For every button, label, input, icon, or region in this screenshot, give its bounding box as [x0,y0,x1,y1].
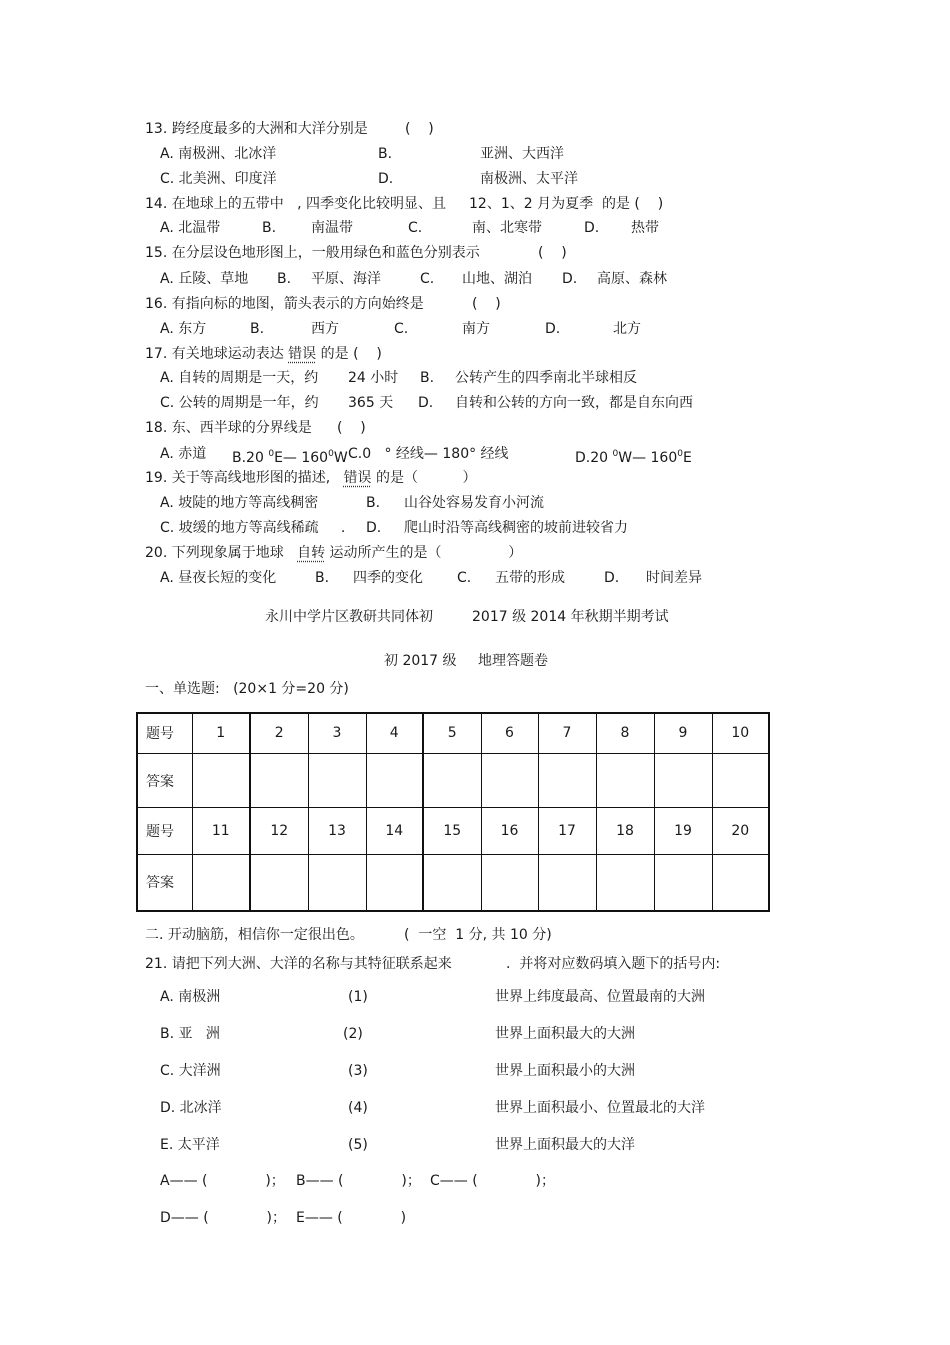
q21-item-description: 世界上面积最大的大洲 [495,1026,635,1042]
q17-stem-pre: 17. 有关地球运动表达 [145,346,284,362]
q20-option-b-label: B. [315,570,330,586]
q20-keyword-rotation: 自转 [297,545,326,561]
question-number: 4 [366,713,423,753]
answer-cell[interactable] [654,854,712,911]
answer-cell[interactable] [481,854,538,911]
q21-blank-b[interactable]: B—— ( )； [296,1173,421,1189]
answer-cell[interactable] [366,854,423,911]
q21-item-description: 世界上纬度最高、位置最南的大洲 [495,989,705,1005]
answer-cell[interactable] [423,753,481,808]
q13-option-d-label: D. [378,171,394,187]
question-number: 10 [712,713,769,753]
q21-blank-a[interactable]: A—— ( )； [160,1173,285,1189]
q20-option-c: 五带的形成 [495,570,565,586]
answer-cell[interactable] [250,854,308,911]
q20-option-b: 四季的变化 [353,570,423,586]
q21-item-name: D. 北冰洋 [160,1100,222,1116]
q21-item-name: B. 亚 洲 [160,1026,220,1042]
q17-option-a-number: 24 小时 [348,370,399,386]
q21-item-number: (1) [348,989,368,1005]
q15-option-b-label: B. [277,271,292,287]
question-number: 3 [308,713,366,753]
q13-option-c: C. 北美洲、印度洋 [160,171,277,187]
q21-item-description: 世界上面积最大的大洋 [495,1137,635,1153]
question-number: 8 [596,713,654,753]
exam-grade: 初 2017 级 [384,653,457,669]
answer-cell[interactable] [250,753,308,808]
answer-cell[interactable] [654,753,712,808]
q21-item-name: A. 南极洲 [160,989,221,1005]
q18-option-d: D.20 $^0$W— $160^0E$ [575,449,692,466]
q17-stem-post: 的是 ( ) [320,346,382,362]
answer-cell[interactable] [192,854,250,911]
q13-paren: ( ) [405,121,434,137]
q20-option-c-label: C. [457,570,472,586]
q15-option-a: A. 丘陵、草地 [160,271,249,287]
section2-title: 二. 开动脑筋，相信你一定很出色。 [145,927,364,943]
q16-option-d-label: D. [545,321,561,337]
q17-option-b: 公转产生的四季南北半球相反 [455,370,637,386]
question-number: 1 [192,713,250,753]
q17-option-d-label: D. [418,395,434,411]
question-number: 7 [538,713,596,753]
table-row-question-numbers [137,713,769,753]
q15-option-c-label: C. [420,271,435,287]
q21-stem-instruction: . 并将对应数码填入题下的括号内: [506,956,721,972]
question-number: 9 [654,713,712,753]
q14-option-a: A. 北温带 [160,220,221,236]
question-number: 15 [423,808,481,854]
q14-option-b-label: B. [262,220,277,236]
q13-option-b-label: B. [378,146,393,162]
q15-stem: 15. 在分层设色地形图上，一般用绿色和蓝色分别表示 [145,245,480,261]
q16-option-a: A. 东方 [160,321,207,337]
q18-paren: ( ) [337,420,366,436]
q21-item-name: C. 大洋洲 [160,1063,221,1079]
q13-option-d: 南极洲、太平洋 [480,171,578,187]
degree-mark: 0 [268,449,275,459]
question-number: 14 [366,808,423,854]
q21-stem: 21. 请把下列大洲、大洋的名称与其特征联系起来 [145,956,452,972]
q16-option-b: 西方 [311,321,339,337]
q18-option-c: C.0 ° 经线— 180° 经线 [348,446,509,462]
q14-option-c: 南、北寒带 [472,220,542,236]
question-number: 17 [538,808,596,854]
label-question-no: 题号 [137,808,192,854]
table-row-answers [137,753,769,808]
question-number: 6 [481,713,538,753]
table-row-answers [137,854,769,911]
q19-option-d-label: D. [366,520,382,536]
answer-cell[interactable] [481,753,538,808]
q14-option-c-label: C. [408,220,423,236]
label-answer: 答案 [137,854,192,911]
q19-option-d: 爬山时沿等高线稠密的坡前进较省力 [404,520,628,536]
q14-option-d: 热带 [631,220,659,236]
q17-keyword-error: 错误 [288,346,317,362]
question-number: 20 [712,808,769,854]
question-number: 2 [250,713,308,753]
q18-option-b: B.20 $^0$E— $160^0W$ [232,449,348,466]
q19-stem [145,470,477,486]
q21-item-name: E. 太平洋 [160,1137,220,1153]
q21-blank-e[interactable]: E—— ( ) [296,1210,407,1226]
q16-option-c-label: C. [394,321,409,337]
exam-header-org: 永川中学片区教研共同体初 [265,609,433,625]
answer-sheet-table [136,712,770,912]
q17-option-d: 自转和公转的方向一致，都是自东向西 [455,395,693,411]
label-question-no: 题号 [137,713,192,753]
q19-option-b-label: B. [366,495,381,511]
exam-subject: 地理答题卷 [478,653,548,669]
q16-paren: ( ) [472,296,501,312]
q17-option-c: C. 公转的周期是一年，约 [160,395,319,411]
q14-months: 12、1、2 月为夏季 的是 ( ) [469,196,664,212]
degree-mark: 0 [328,449,334,459]
q21-item-number: (5) [348,1137,368,1153]
q13-stem: 13. 跨经度最多的大洲和大洋分别是 [145,121,368,137]
q17-stem [145,346,382,362]
answer-cell[interactable] [308,854,366,911]
question-number: 16 [481,808,538,854]
q15-option-d: 高原、森林 [597,271,667,287]
answer-cell[interactable] [712,753,769,808]
q19-stem-post: 的是（ ） [375,470,477,486]
question-number: 11 [192,808,250,854]
answer-cell[interactable] [423,854,481,911]
q16-option-c: 南方 [462,321,490,337]
exam-header-term: 2017 级 2014 年秋期半期考试 [472,609,669,625]
section2-score: ( 一空 1 分, 共 10 分) [404,927,552,943]
answer-cell[interactable] [712,854,769,911]
q21-item-description: 世界上面积最小的大洲 [495,1063,635,1079]
table-row-question-numbers [137,808,769,854]
q21-item-number: (4) [348,1100,368,1116]
q17-option-c-number: 365 天 [348,395,394,411]
q19-keyword-error: 错误 [343,470,372,486]
q18-option-a: A. 赤道 [160,446,207,462]
q20-option-d: 时间差异 [646,570,702,586]
q20-stem-post: 运动所产生的是（ ） [329,545,523,561]
degree-mark: 0 [612,449,619,459]
q21-item-number: (2) [343,1026,363,1042]
q18-stem: 18. 东、西半球的分界线是 [145,420,312,436]
question-number: 5 [423,713,481,753]
q14-option-d-label: D. [584,220,600,236]
q21-item-number: (3) [348,1063,368,1079]
q21-item-description: 世界上面积最小、位置最北的大洋 [495,1100,705,1116]
q19-option-b: 山谷处容易发育小河流 [404,495,544,511]
q13-option-b: 亚洲、大西洋 [480,146,564,162]
answer-cell[interactable] [538,854,596,911]
q21-blank-c[interactable]: C—— ( )； [430,1173,556,1189]
section1-title: 一、单选题: (20×1 分=20 分) [145,681,349,697]
q13-option-a: A. 南极洲、北冰洋 [160,146,277,162]
answer-cell[interactable] [596,753,654,808]
q21-blank-d[interactable]: D—— ( )； [160,1210,287,1226]
question-number: 19 [654,808,712,854]
q19-option-c: C. 坡缓的地方等高线稀疏 . [160,520,346,536]
q16-stem: 16. 有指向标的地图，箭头表示的方向始终是 [145,296,424,312]
answer-cell[interactable] [366,753,423,808]
q15-option-d-label: D. [562,271,578,287]
q20-option-d-label: D. [604,570,620,586]
question-number: 18 [596,808,654,854]
q16-option-b-label: B. [250,321,265,337]
answer-cell[interactable] [538,753,596,808]
q20-stem [145,545,522,561]
q15-option-c: 山地、湖泊 [462,271,532,287]
q15-paren: ( ) [538,245,567,261]
q14-stem: 14. 在地球上的五带中 , 四季变化比较明显、且 [145,196,446,212]
degree-mark: 0 [677,449,683,459]
q15-option-b: 平原、海洋 [311,271,381,287]
question-number: 13 [308,808,366,854]
label-answer: 答案 [137,753,192,808]
q19-stem-pre: 19. 关于等高线地形图的描述, [145,470,331,486]
q17-option-a: A. 自转的周期是一天，约 [160,370,319,386]
q16-option-d: 北方 [613,321,641,337]
q20-option-a: A. 昼夜长短的变化 [160,570,277,586]
answer-cell[interactable] [192,753,250,808]
answer-cell[interactable] [596,854,654,911]
q19-option-a: A. 坡陡的地方等高线稠密 [160,495,319,511]
question-number: 12 [250,808,308,854]
q14-option-b: 南温带 [311,220,353,236]
q20-stem-pre: 20. 下列现象属于地球 [145,545,284,561]
q17-option-b-label: B. [420,370,435,386]
answer-cell[interactable] [308,753,366,808]
